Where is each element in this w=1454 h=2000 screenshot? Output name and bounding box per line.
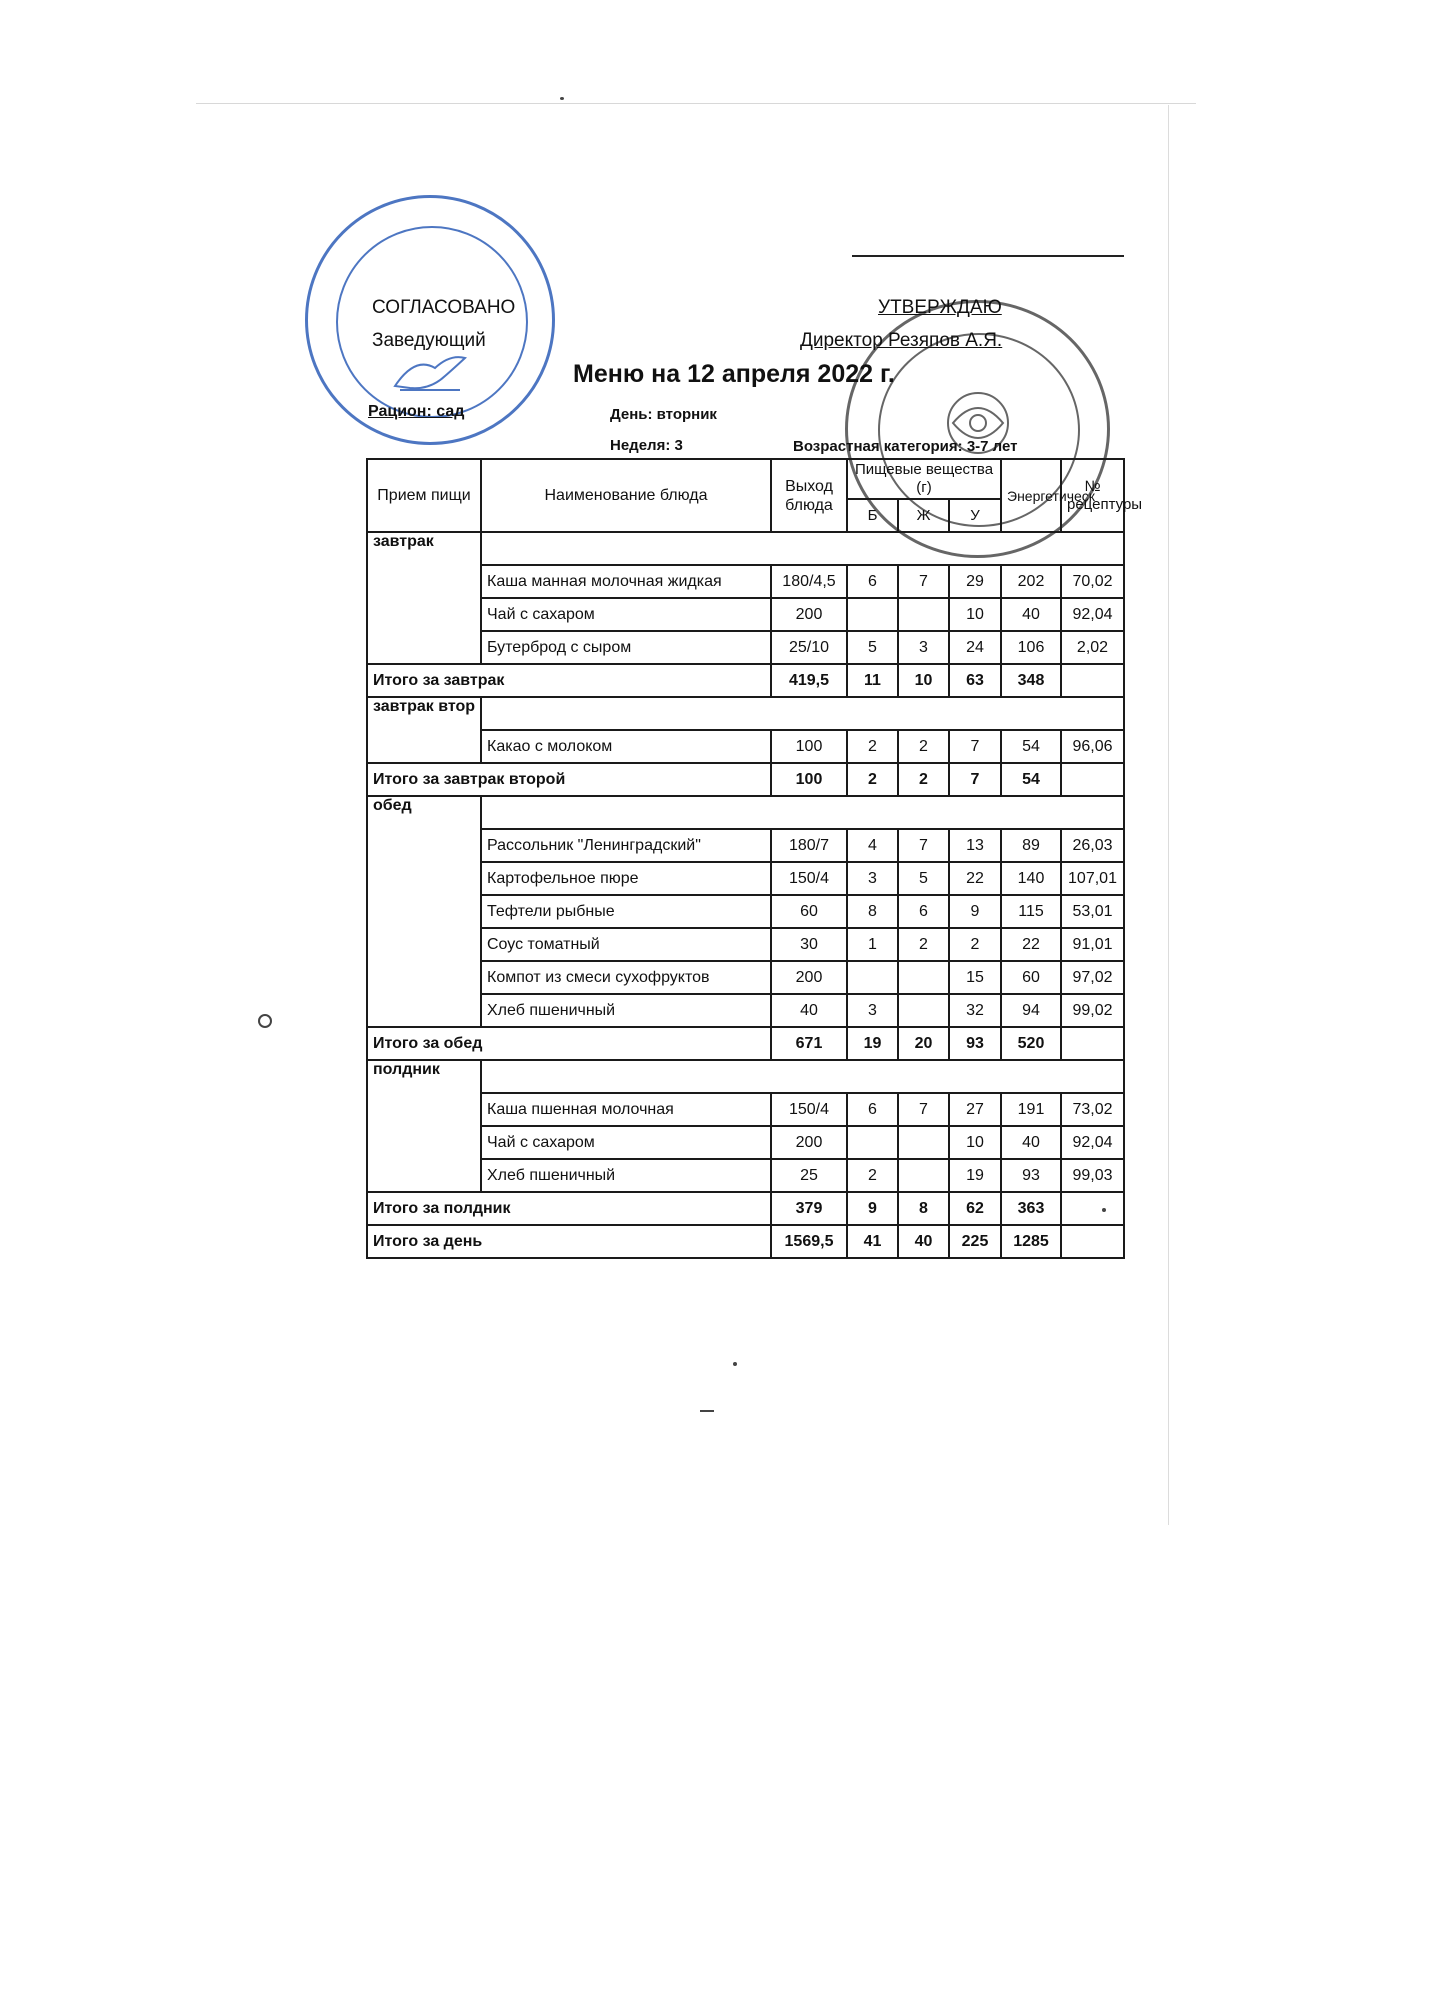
total-energy-cell: 54 (1001, 763, 1061, 796)
total-u-cell: 62 (949, 1192, 1001, 1225)
recipe-cell: 97,02 (1061, 961, 1124, 994)
energy-cell: 22 (1001, 928, 1061, 961)
total-u-cell: 63 (949, 664, 1001, 697)
agreed-by-label: Заведующий (372, 330, 486, 351)
section-header-row (367, 796, 1124, 829)
yield-cell: 25 (771, 1159, 847, 1192)
total-row (367, 1027, 1124, 1060)
energy-cell: 89 (1001, 829, 1061, 862)
zh-cell: 7 (898, 829, 949, 862)
table-header-row (367, 459, 1124, 499)
table-row (367, 1126, 1124, 1159)
day-total-yield-cell: 1569,5 (771, 1225, 847, 1258)
table-row (367, 1159, 1124, 1192)
total-energy-cell: 363 (1001, 1192, 1061, 1225)
dish-cell: Какао с молоком (481, 730, 771, 763)
b-cell: 3 (847, 862, 898, 895)
day-total-u-cell: 225 (949, 1225, 1001, 1258)
yield-cell: 100 (771, 730, 847, 763)
table-row (367, 895, 1124, 928)
recipe-cell: 91,01 (1061, 928, 1124, 961)
total-zh-cell: 10 (898, 664, 949, 697)
day-total-recipe-cell (1061, 1225, 1124, 1258)
yield-cell: 200 (771, 1126, 847, 1159)
total-zh-cell: 8 (898, 1192, 949, 1225)
zh-cell (898, 1126, 949, 1159)
total-yield-cell: 100 (771, 763, 847, 796)
day-total-label-cell: Итого за день (367, 1225, 771, 1258)
dish-cell: Чай с сахаром (481, 598, 771, 631)
yield-cell: 150/4 (771, 862, 847, 895)
u-cell: 13 (949, 829, 1001, 862)
u-cell: 9 (949, 895, 1001, 928)
table-row (367, 631, 1124, 664)
meal-name-cell: обед (367, 796, 481, 1027)
day-total-zh-cell: 40 (898, 1225, 949, 1258)
b-cell: 6 (847, 1093, 898, 1126)
energy-cell: 94 (1001, 994, 1061, 1027)
zh-cell (898, 994, 949, 1027)
zh-cell: 2 (898, 730, 949, 763)
total-recipe-cell (1061, 664, 1124, 697)
recipe-cell: 92,04 (1061, 598, 1124, 631)
sheet-edge-top (196, 103, 1196, 104)
b-cell: 8 (847, 895, 898, 928)
col-b-header: Б (847, 499, 898, 532)
col-u-header: У (949, 499, 1001, 532)
total-u-cell: 7 (949, 763, 1001, 796)
b-cell (847, 961, 898, 994)
total-row (367, 763, 1124, 796)
section-header-row (367, 697, 1124, 730)
agreed-label: СОГЛАСОВАНО (372, 297, 516, 318)
table-row (367, 961, 1124, 994)
total-recipe-cell (1061, 763, 1124, 796)
total-row (367, 664, 1124, 697)
dish-cell: Тефтели рыбные (481, 895, 771, 928)
zh-cell (898, 1159, 949, 1192)
zh-cell: 3 (898, 631, 949, 664)
dish-cell: Хлеб пшеничный (481, 1159, 771, 1192)
total-yield-cell: 671 (771, 1027, 847, 1060)
energy-cell: 140 (1001, 862, 1061, 895)
zh-cell: 2 (898, 928, 949, 961)
scan-speck (733, 1362, 737, 1366)
sheet-edge-right (1168, 105, 1169, 1525)
day-total-energy-cell: 1285 (1001, 1225, 1061, 1258)
energy-cell: 106 (1001, 631, 1061, 664)
b-cell: 4 (847, 829, 898, 862)
age-category-label: Возрастная категория: 3-7 лет (793, 438, 1018, 455)
col-yield-header: Выход блюда (771, 459, 847, 532)
dish-cell: Хлеб пшеничный (481, 994, 771, 1027)
scan-speck (700, 1410, 714, 1412)
day-total-row (367, 1225, 1124, 1258)
u-cell: 2 (949, 928, 1001, 961)
table-row (367, 565, 1124, 598)
zh-cell: 7 (898, 1093, 949, 1126)
yield-cell: 200 (771, 598, 847, 631)
dish-cell: Каша манная молочная жидкая (481, 565, 771, 598)
u-cell: 22 (949, 862, 1001, 895)
yield-cell: 200 (771, 961, 847, 994)
meal-name-cell: полдник (367, 1060, 481, 1192)
energy-cell: 115 (1001, 895, 1061, 928)
total-recipe-cell (1061, 1027, 1124, 1060)
col-zh-header: Ж (898, 499, 949, 532)
col-recipe-header: № рецептуры (1061, 459, 1124, 532)
zh-cell: 6 (898, 895, 949, 928)
u-cell: 32 (949, 994, 1001, 1027)
dish-cell: Каша пшенная молочная (481, 1093, 771, 1126)
scan-speck (1102, 1208, 1106, 1212)
energy-cell: 93 (1001, 1159, 1061, 1192)
section-blank-cell (481, 697, 1124, 730)
yield-cell: 30 (771, 928, 847, 961)
total-zh-cell: 20 (898, 1027, 949, 1060)
yield-cell: 25/10 (771, 631, 847, 664)
total-zh-cell: 2 (898, 763, 949, 796)
section-blank-cell (481, 1060, 1124, 1093)
yield-cell: 150/4 (771, 1093, 847, 1126)
dish-cell: Картофельное пюре (481, 862, 771, 895)
recipe-cell: 92,04 (1061, 1126, 1124, 1159)
u-cell: 7 (949, 730, 1001, 763)
total-b-cell: 19 (847, 1027, 898, 1060)
u-cell: 19 (949, 1159, 1001, 1192)
page-title: Меню на 12 апреля 2022 г. (573, 360, 895, 388)
b-cell: 1 (847, 928, 898, 961)
col-nutrients-header: Пищевые вещества (г) (847, 459, 1001, 499)
section-header-row (367, 532, 1124, 565)
total-b-cell: 2 (847, 763, 898, 796)
u-cell: 29 (949, 565, 1001, 598)
yield-cell: 40 (771, 994, 847, 1027)
bird-emblem-icon (390, 346, 470, 394)
recipe-cell: 73,02 (1061, 1093, 1124, 1126)
dish-cell: Бутерброд с сыром (481, 631, 771, 664)
dish-cell: Компот из смеси сухофруктов (481, 961, 771, 994)
meal-name-cell: завтрак (367, 532, 481, 664)
total-row (367, 1192, 1124, 1225)
u-cell: 24 (949, 631, 1001, 664)
total-recipe-cell (1061, 1192, 1124, 1225)
b-cell: 5 (847, 631, 898, 664)
recipe-cell: 53,01 (1061, 895, 1124, 928)
signature-line (852, 255, 1124, 257)
zh-cell (898, 598, 949, 631)
b-cell: 2 (847, 730, 898, 763)
total-label-cell: Итого за завтрак (367, 664, 771, 697)
day-label: День: вторник (610, 406, 717, 423)
b-cell (847, 1126, 898, 1159)
table-row (367, 1093, 1124, 1126)
table-row (367, 730, 1124, 763)
table-row (367, 829, 1124, 862)
energy-cell: 60 (1001, 961, 1061, 994)
col-meal-header: Прием пищи (367, 459, 481, 532)
total-b-cell: 9 (847, 1192, 898, 1225)
yield-cell: 60 (771, 895, 847, 928)
recipe-cell: 70,02 (1061, 565, 1124, 598)
ration-label: Рацион: сад (368, 403, 465, 420)
approved-by-label: Директор Резяпов А.Я. (800, 330, 1003, 351)
b-cell: 3 (847, 994, 898, 1027)
u-cell: 10 (949, 598, 1001, 631)
zh-cell: 5 (898, 862, 949, 895)
total-energy-cell: 348 (1001, 664, 1061, 697)
total-b-cell: 11 (847, 664, 898, 697)
dish-cell: Рассольник "Ленинградский" (481, 829, 771, 862)
section-blank-cell (481, 796, 1124, 829)
energy-cell: 191 (1001, 1093, 1061, 1126)
recipe-cell: 107,01 (1061, 862, 1124, 895)
meal-name-cell: завтрак втор (367, 697, 481, 763)
table-row (367, 928, 1124, 961)
total-label-cell: Итого за завтрак второй (367, 763, 771, 796)
u-cell: 10 (949, 1126, 1001, 1159)
total-label-cell: Итого за обед (367, 1027, 771, 1060)
u-cell: 27 (949, 1093, 1001, 1126)
zh-cell: 7 (898, 565, 949, 598)
menu-table-body (367, 532, 1124, 1258)
energy-cell: 54 (1001, 730, 1061, 763)
total-energy-cell: 520 (1001, 1027, 1061, 1060)
recipe-cell: 2,02 (1061, 631, 1124, 664)
b-cell: 6 (847, 565, 898, 598)
recipe-cell: 96,06 (1061, 730, 1124, 763)
yield-cell: 180/4,5 (771, 565, 847, 598)
total-yield-cell: 419,5 (771, 664, 847, 697)
total-label-cell: Итого за полдник (367, 1192, 771, 1225)
energy-cell: 202 (1001, 565, 1061, 598)
energy-cell: 40 (1001, 1126, 1061, 1159)
approved-label: УТВЕРЖДАЮ (878, 297, 1002, 318)
zh-cell (898, 961, 949, 994)
total-yield-cell: 379 (771, 1192, 847, 1225)
recipe-cell: 99,03 (1061, 1159, 1124, 1192)
col-dish-header: Наименование блюда (481, 459, 771, 532)
col-energy-header: Энергетическ (1001, 459, 1061, 532)
total-u-cell: 93 (949, 1027, 1001, 1060)
recipe-cell: 26,03 (1061, 829, 1124, 862)
energy-cell: 40 (1001, 598, 1061, 631)
table-row (367, 862, 1124, 895)
dish-cell: Соус томатный (481, 928, 771, 961)
b-cell (847, 598, 898, 631)
section-blank-cell (481, 532, 1124, 565)
week-label: Неделя: 3 (610, 437, 683, 454)
yield-cell: 180/7 (771, 829, 847, 862)
recipe-cell: 99,02 (1061, 994, 1124, 1027)
menu-table (366, 458, 1143, 1259)
scan-speck (560, 97, 564, 100)
day-total-b-cell: 41 (847, 1225, 898, 1258)
dish-cell: Чай с сахаром (481, 1126, 771, 1159)
table-row (367, 598, 1124, 631)
scan-speck (258, 1014, 272, 1028)
table-row (367, 994, 1124, 1027)
b-cell: 2 (847, 1159, 898, 1192)
section-header-row (367, 1060, 1124, 1093)
u-cell: 15 (949, 961, 1001, 994)
